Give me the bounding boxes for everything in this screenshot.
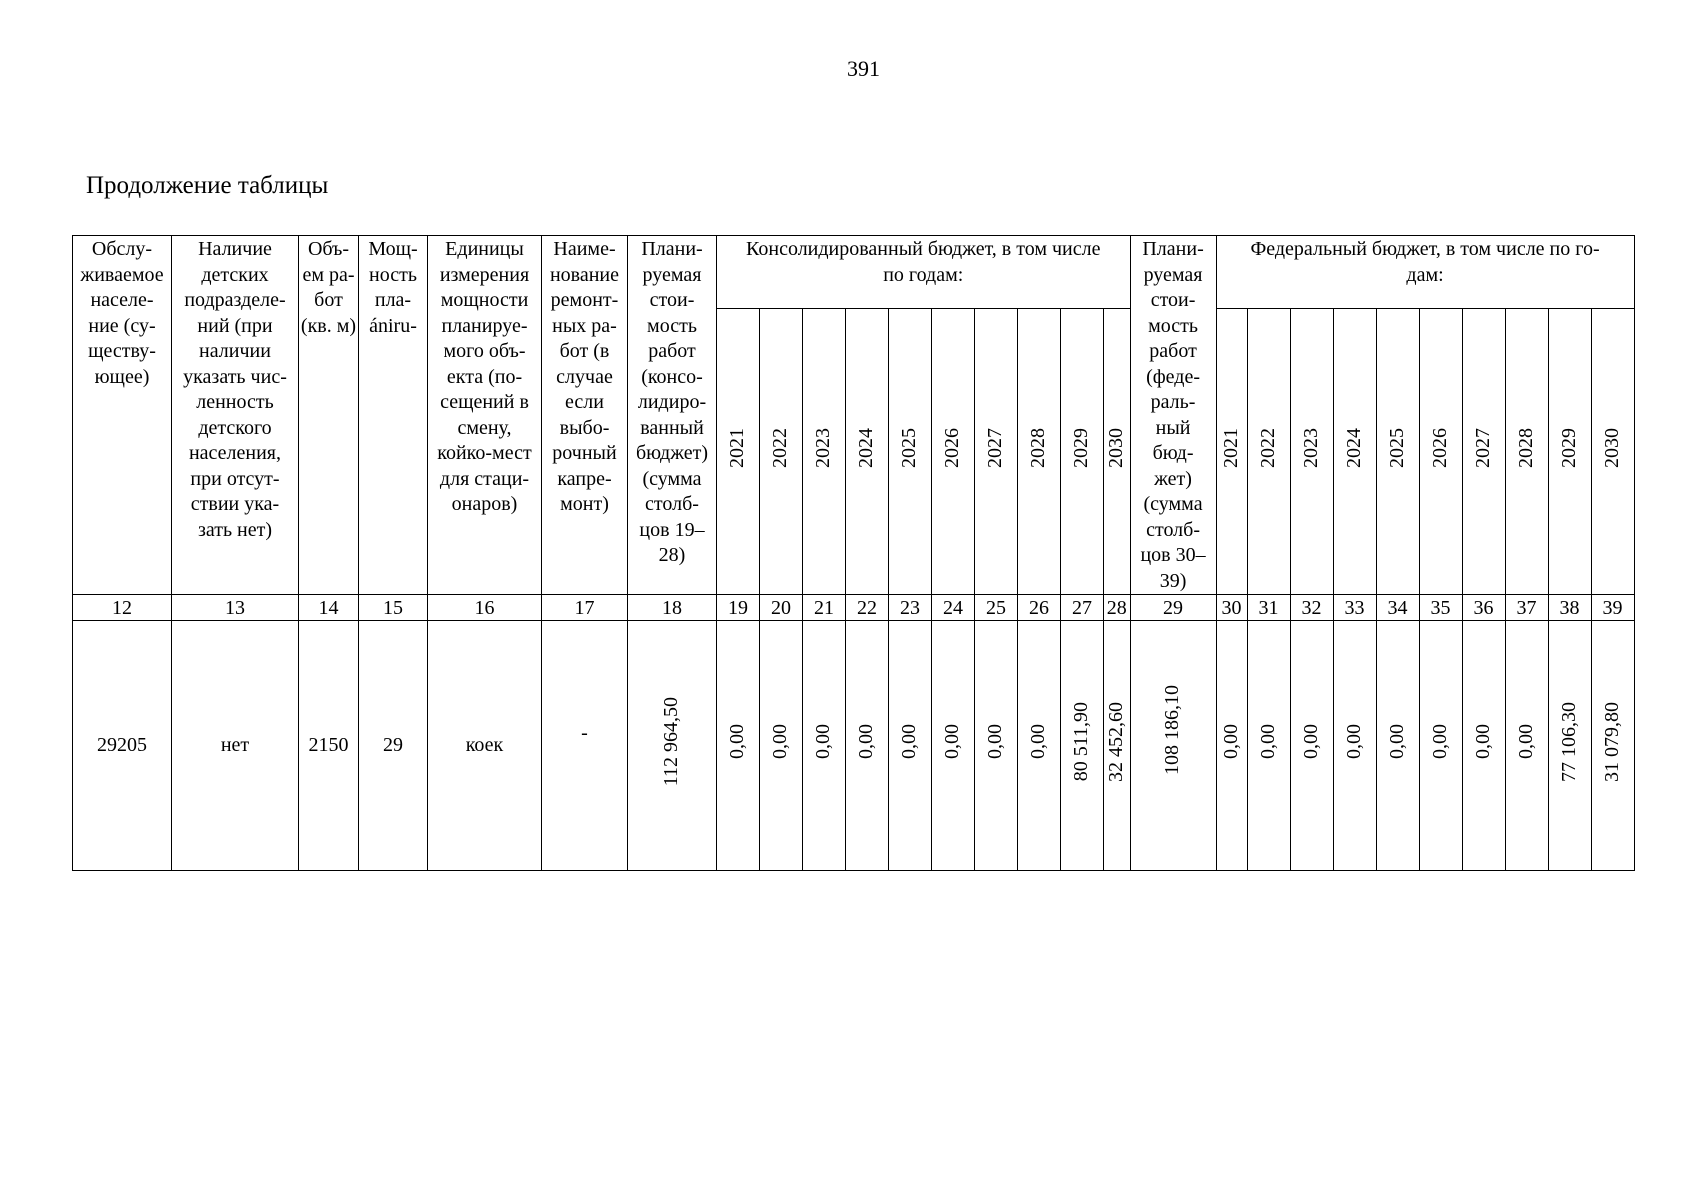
header-work-volume bbox=[299, 236, 359, 595]
column-number: 38 bbox=[1548, 595, 1591, 621]
consolidated-year-label: 2027 bbox=[984, 427, 1007, 468]
header-line: бюд- bbox=[1152, 442, 1194, 464]
federal-value: 0,00 bbox=[1299, 724, 1322, 760]
federal-year-label: 2021 bbox=[1219, 427, 1242, 468]
column-number: 19 bbox=[717, 595, 760, 621]
consolidated-value: 0,00 bbox=[1027, 724, 1050, 760]
consolidated-year-header bbox=[1018, 309, 1061, 595]
header-line: детских bbox=[201, 263, 269, 286]
header-line: живаемое bbox=[80, 263, 164, 286]
column-number: 31 bbox=[1247, 595, 1290, 621]
consolidated-value-cell bbox=[846, 621, 889, 871]
consolidated-year-label: 2021 bbox=[726, 427, 749, 468]
header-line: наличии bbox=[199, 340, 271, 362]
cell-population: 29205 bbox=[73, 621, 172, 871]
header-line: столб- bbox=[645, 493, 699, 515]
consolidated-value-cell bbox=[760, 621, 803, 871]
column-number: 34 bbox=[1376, 595, 1419, 621]
column-number: 13 bbox=[172, 595, 299, 621]
header-line: населения, bbox=[188, 442, 282, 464]
header-line: сещений в bbox=[440, 391, 529, 413]
column-number: 17 bbox=[542, 595, 628, 621]
header-line: указать чис- bbox=[183, 365, 287, 388]
consolidated-year-label: 2026 bbox=[941, 427, 964, 468]
consolidated-value: 32 452,60 bbox=[1105, 701, 1128, 782]
header-line: зать нет) bbox=[197, 518, 273, 541]
header-line: Плани- bbox=[641, 238, 703, 260]
header-line: ществу- bbox=[88, 340, 156, 362]
consolidated-value-cell bbox=[1061, 621, 1104, 871]
federal-year-header bbox=[1333, 309, 1376, 595]
federal-value-cell bbox=[1247, 621, 1290, 871]
federal-value: 0,00 bbox=[1471, 724, 1494, 760]
column-number: 21 bbox=[803, 595, 846, 621]
federal-value: 0,00 bbox=[1428, 724, 1451, 760]
header-line: капре- bbox=[557, 467, 612, 490]
header-line: Наличие bbox=[198, 238, 272, 260]
column-number: 37 bbox=[1505, 595, 1548, 621]
header-line: мость bbox=[647, 314, 697, 337]
column-number: 35 bbox=[1419, 595, 1462, 621]
header-consolidated-budget bbox=[717, 236, 1131, 309]
header-line: бюджет) bbox=[635, 442, 709, 464]
consolidated-year-header bbox=[803, 309, 846, 595]
column-number: 22 bbox=[846, 595, 889, 621]
consolidated-value: 0,00 bbox=[812, 724, 835, 760]
header-line: подразделе- bbox=[184, 289, 286, 311]
consolidated-value: 0,00 bbox=[941, 724, 964, 760]
column-number: 28 bbox=[1104, 595, 1131, 621]
header-line: мощности bbox=[440, 289, 529, 311]
cell-planned-federal-value: 108 186,10 bbox=[1161, 684, 1184, 775]
column-number: 24 bbox=[932, 595, 975, 621]
header-line: случае bbox=[556, 365, 613, 388]
header-line: ствии ука- bbox=[190, 493, 280, 515]
consolidated-value: 80 511,90 bbox=[1070, 702, 1093, 782]
consolidated-value-cell bbox=[717, 621, 760, 871]
consolidated-year-label: 2025 bbox=[898, 427, 921, 468]
federal-value-cell bbox=[1505, 621, 1548, 871]
column-number: 26 bbox=[1018, 595, 1061, 621]
header-line: измерения bbox=[439, 263, 530, 286]
federal-year-header bbox=[1505, 309, 1548, 595]
header-line: Наиме- bbox=[553, 238, 616, 260]
federal-year-label: 2025 bbox=[1385, 427, 1408, 468]
header-line: пла- bbox=[374, 289, 412, 311]
header-line: жет) bbox=[1154, 467, 1192, 490]
federal-year-label: 2027 bbox=[1471, 427, 1494, 468]
federal-value: 0,00 bbox=[1256, 724, 1279, 760]
federal-value-cell bbox=[1376, 621, 1419, 871]
header-line: руемая bbox=[642, 263, 702, 286]
header-line: детского bbox=[198, 416, 272, 439]
cell-planned-consolidated-value: 112 964,50 bbox=[660, 697, 683, 787]
consolidated-year-label: 2024 bbox=[855, 427, 878, 468]
header-line: лидиро- bbox=[637, 391, 707, 413]
header-line: Мощ- bbox=[368, 238, 418, 260]
header-line: цов 19– bbox=[639, 518, 705, 541]
consolidated-year-header bbox=[846, 309, 889, 595]
consolidated-year-header bbox=[975, 309, 1018, 595]
column-number: 18 bbox=[628, 595, 717, 621]
header-line: койко-мест bbox=[437, 442, 532, 464]
header-line: бот (в bbox=[559, 340, 610, 362]
header-line: ремонт- bbox=[550, 289, 619, 311]
federal-year-header bbox=[1419, 309, 1462, 595]
header-line: ániru- bbox=[369, 314, 417, 337]
header-line: для стаци- bbox=[439, 467, 530, 490]
consolidated-year-label: 2029 bbox=[1070, 427, 1093, 468]
header-line: Консолидированный бюджет, в том числе bbox=[746, 238, 1101, 260]
cell-repair-name-text: - bbox=[581, 721, 588, 744]
federal-year-header bbox=[1591, 309, 1634, 595]
column-number: 36 bbox=[1462, 595, 1505, 621]
header-capacity bbox=[359, 236, 428, 595]
header-line: ленность bbox=[196, 391, 274, 413]
budget-table bbox=[72, 235, 1635, 871]
consolidated-value: 0,00 bbox=[769, 724, 792, 760]
consolidated-year-label: 2022 bbox=[769, 427, 792, 468]
header-line: смену, bbox=[457, 416, 512, 439]
column-number: 33 bbox=[1333, 595, 1376, 621]
column-number: 39 bbox=[1591, 595, 1634, 621]
federal-value-cell bbox=[1419, 621, 1462, 871]
column-number: 29 bbox=[1130, 595, 1216, 621]
header-line: 39) bbox=[1159, 569, 1187, 592]
column-number: 32 bbox=[1290, 595, 1333, 621]
column-number: 15 bbox=[359, 595, 428, 621]
consolidated-year-label: 2030 bbox=[1105, 427, 1128, 468]
header-line: раль- bbox=[1150, 391, 1196, 413]
consolidated-value-cell bbox=[932, 621, 975, 871]
consolidated-value-cell bbox=[803, 621, 846, 871]
federal-year-header bbox=[1376, 309, 1419, 595]
consolidated-value-cell bbox=[1018, 621, 1061, 871]
federal-value-cell bbox=[1548, 621, 1591, 871]
column-number: 25 bbox=[975, 595, 1018, 621]
federal-value: 0,00 bbox=[1514, 724, 1537, 760]
federal-value-cell bbox=[1290, 621, 1333, 871]
federal-value-cell bbox=[1333, 621, 1376, 871]
header-children-units bbox=[172, 236, 299, 595]
consolidated-value: 0,00 bbox=[984, 724, 1007, 760]
consolidated-year-header bbox=[760, 309, 803, 595]
header-line: ный bbox=[1155, 416, 1191, 439]
federal-year-label: 2026 bbox=[1428, 427, 1451, 468]
column-number: 30 bbox=[1216, 595, 1247, 621]
header-line: монт) bbox=[560, 493, 609, 515]
header-line: ность bbox=[369, 263, 417, 286]
header-line: Объ- bbox=[307, 238, 350, 260]
federal-value-cell bbox=[1216, 621, 1247, 871]
consolidated-year-header bbox=[717, 309, 760, 595]
consolidated-year-header bbox=[1061, 309, 1104, 595]
consolidated-year-label: 2023 bbox=[812, 427, 835, 468]
federal-year-header bbox=[1216, 309, 1247, 595]
federal-year-label: 2023 bbox=[1299, 427, 1322, 468]
header-planned-consolidated bbox=[628, 236, 717, 595]
federal-year-label: 2028 bbox=[1514, 427, 1537, 468]
federal-value: 0,00 bbox=[1219, 724, 1242, 760]
consolidated-value-cell bbox=[889, 621, 932, 871]
header-line: (кв. м) bbox=[300, 314, 357, 337]
header-line: нование bbox=[549, 263, 620, 286]
header-line: дам: bbox=[1406, 263, 1444, 286]
header-line: руемая bbox=[1143, 263, 1203, 286]
cell-children-units: нет bbox=[172, 621, 299, 871]
header-line: рочный bbox=[552, 442, 617, 464]
header-line: стои- bbox=[649, 289, 695, 311]
federal-year-header bbox=[1462, 309, 1505, 595]
header-line: населе- bbox=[90, 289, 154, 311]
federal-year-header bbox=[1548, 309, 1591, 595]
column-number: 16 bbox=[428, 595, 542, 621]
header-line: ем ра- bbox=[302, 263, 355, 286]
cell-repair-name bbox=[542, 621, 628, 871]
header-repair-name bbox=[542, 236, 628, 595]
federal-year-label: 2024 bbox=[1342, 427, 1365, 468]
consolidated-year-header bbox=[1104, 309, 1131, 595]
cell-capacity-units: коек bbox=[428, 621, 542, 871]
header-line: выбо- bbox=[559, 416, 610, 439]
federal-value: 31 079,80 bbox=[1600, 701, 1623, 782]
federal-year-label: 2022 bbox=[1256, 427, 1279, 468]
federal-value-cell bbox=[1462, 621, 1505, 871]
header-line: (феде- bbox=[1146, 365, 1201, 388]
column-number: 12 bbox=[73, 595, 172, 621]
header-line: Единицы bbox=[445, 238, 524, 260]
header-line: ющее) bbox=[94, 365, 150, 388]
header-capacity-units bbox=[428, 236, 542, 595]
page-number: 391 bbox=[847, 56, 880, 81]
continuation-title: Продолжение таблицы bbox=[86, 172, 329, 199]
consolidated-value: 0,00 bbox=[898, 724, 921, 760]
header-line: ний (при bbox=[197, 314, 273, 337]
header-line: (консо- bbox=[641, 365, 703, 388]
header-line: столб- bbox=[1146, 518, 1200, 541]
column-number: 27 bbox=[1061, 595, 1104, 621]
header-line: (сумма bbox=[1143, 493, 1203, 515]
consolidated-value-cell bbox=[975, 621, 1018, 871]
header-line: работ bbox=[1149, 340, 1197, 362]
column-number: 20 bbox=[760, 595, 803, 621]
header-line: ванный bbox=[640, 416, 704, 439]
federal-value-cell bbox=[1591, 621, 1634, 871]
header-line: ных ра- bbox=[552, 314, 617, 337]
header-line: планируе- bbox=[441, 314, 528, 337]
header-line: (сумма bbox=[642, 467, 702, 490]
federal-value: 0,00 bbox=[1342, 724, 1365, 760]
header-line: ние (су- bbox=[88, 314, 156, 337]
header-line: 28) bbox=[658, 544, 686, 566]
cell-planned-consolidated bbox=[628, 621, 717, 871]
consolidated-value: 0,00 bbox=[726, 724, 749, 760]
header-line: екта (по- bbox=[446, 365, 523, 388]
header-line: Федеральный бюджет, в том числе по го- bbox=[1250, 238, 1600, 260]
federal-year-header bbox=[1290, 309, 1333, 595]
header-line: по годам: bbox=[883, 263, 964, 286]
header-served-population bbox=[73, 236, 172, 595]
header-line: работ bbox=[648, 340, 696, 362]
header-line: если bbox=[565, 391, 604, 413]
federal-year-header bbox=[1247, 309, 1290, 595]
cell-capacity: 29 bbox=[359, 621, 428, 871]
federal-year-label: 2029 bbox=[1557, 427, 1580, 468]
consolidated-year-header bbox=[889, 309, 932, 595]
column-number: 14 bbox=[299, 595, 359, 621]
consolidated-year-header bbox=[932, 309, 975, 595]
header-federal-budget bbox=[1216, 236, 1634, 309]
federal-year-label: 2030 bbox=[1600, 427, 1623, 468]
consolidated-year-label: 2028 bbox=[1027, 427, 1050, 468]
header-line: цов 30– bbox=[1140, 544, 1206, 566]
consolidated-value-cell bbox=[1104, 621, 1131, 871]
header-line: Плани- bbox=[1142, 238, 1204, 260]
consolidated-value: 0,00 bbox=[855, 724, 878, 760]
column-number: 23 bbox=[889, 595, 932, 621]
header-line: стои- bbox=[1150, 289, 1196, 311]
cell-planned-federal bbox=[1130, 621, 1216, 871]
header-line: мость bbox=[1148, 314, 1198, 337]
header-line: при отсут- bbox=[190, 467, 280, 490]
header-planned-federal bbox=[1130, 236, 1216, 595]
federal-value: 77 106,30 bbox=[1557, 701, 1580, 782]
header-line: онаров) bbox=[451, 493, 518, 515]
cell-work-volume: 2150 bbox=[299, 621, 359, 871]
header-line: Обслу- bbox=[91, 238, 153, 260]
header-line: бот bbox=[314, 289, 343, 311]
header-line: мого объ- bbox=[443, 340, 526, 362]
federal-value: 0,00 bbox=[1385, 724, 1408, 760]
